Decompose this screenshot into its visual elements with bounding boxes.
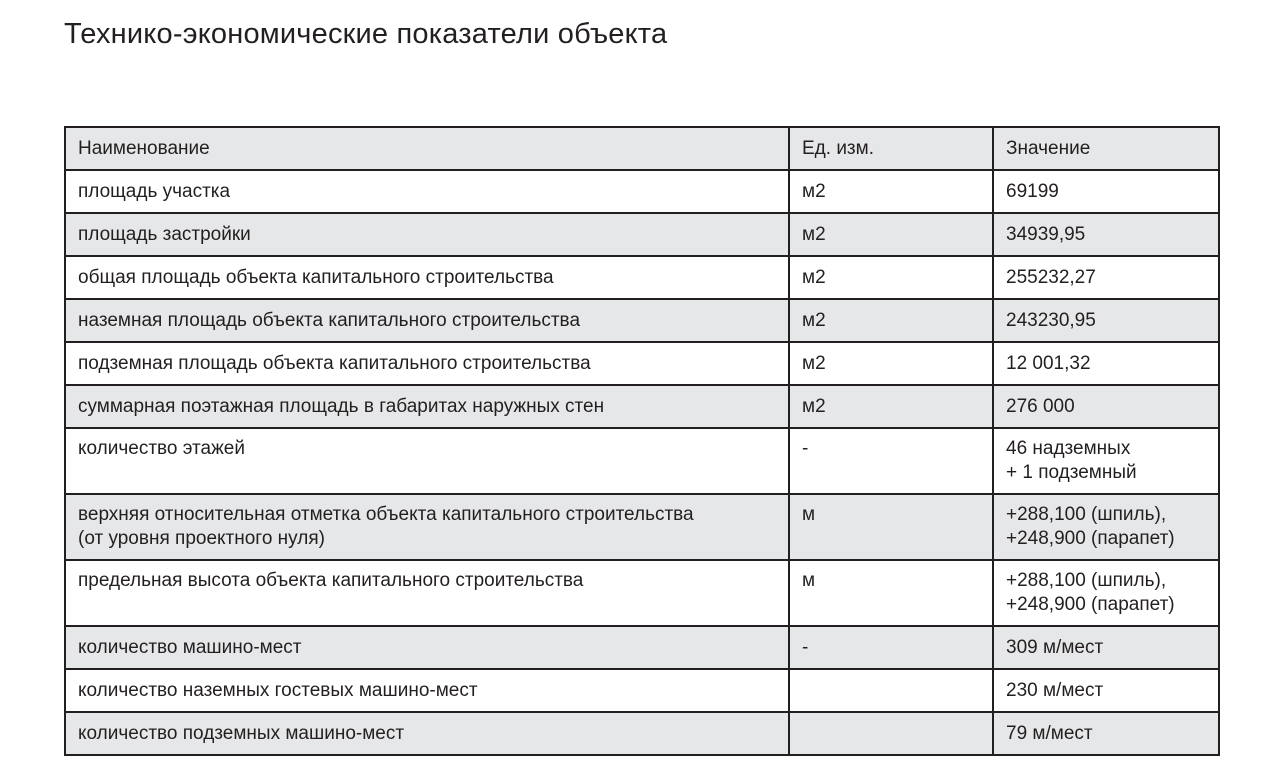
table-row bbox=[65, 494, 1219, 560]
cell-name: общая площадь объекта капитального строительства bbox=[65, 256, 789, 299]
cell-unit bbox=[789, 712, 993, 755]
header-unit: Ед. изм. bbox=[789, 127, 993, 170]
table-row bbox=[65, 560, 1219, 626]
table-row bbox=[65, 342, 1219, 385]
table-row bbox=[65, 712, 1219, 755]
cell-name: площадь застройки bbox=[65, 213, 789, 256]
header-value: Значение bbox=[993, 127, 1219, 170]
cell-value: 12 001,32 bbox=[993, 342, 1219, 385]
cell-value: 309 м/мест bbox=[993, 626, 1219, 669]
table-row bbox=[65, 626, 1219, 669]
table-row bbox=[65, 385, 1219, 428]
indicators-table bbox=[64, 126, 1220, 756]
cell-value: 255232,27 bbox=[993, 256, 1219, 299]
cell-unit: м2 bbox=[789, 299, 993, 342]
cell-unit bbox=[789, 669, 993, 712]
cell-name: количество этажей bbox=[65, 428, 789, 494]
cell-value: 276 000 bbox=[993, 385, 1219, 428]
cell-value: 69199 bbox=[993, 170, 1219, 213]
cell-value: 46 надземных + 1 подземный bbox=[993, 428, 1219, 494]
cell-unit: м2 bbox=[789, 256, 993, 299]
cell-unit: м2 bbox=[789, 385, 993, 428]
page-title: Технико-экономические показатели объекта bbox=[64, 18, 668, 50]
table-row bbox=[65, 256, 1219, 299]
cell-name: наземная площадь объекта капитального строительства bbox=[65, 299, 789, 342]
cell-unit: м2 bbox=[789, 170, 993, 213]
cell-value: +288,100 (шпиль), +248,900 (парапет) bbox=[993, 494, 1219, 560]
cell-value: 243230,95 bbox=[993, 299, 1219, 342]
table-row bbox=[65, 170, 1219, 213]
header-name: Наименование bbox=[65, 127, 789, 170]
table-row bbox=[65, 669, 1219, 712]
cell-unit: м bbox=[789, 560, 993, 626]
cell-unit: м bbox=[789, 494, 993, 560]
cell-unit: - bbox=[789, 626, 993, 669]
cell-value: +288,100 (шпиль), +248,900 (парапет) bbox=[993, 560, 1219, 626]
cell-value: 79 м/мест bbox=[993, 712, 1219, 755]
cell-name: количество наземных гостевых машино-мест bbox=[65, 669, 789, 712]
cell-unit: - bbox=[789, 428, 993, 494]
cell-name: площадь участка bbox=[65, 170, 789, 213]
table-row bbox=[65, 213, 1219, 256]
cell-name: подземная площадь объекта капитального строительства bbox=[65, 342, 789, 385]
table-header-row bbox=[65, 127, 1219, 170]
table-row bbox=[65, 299, 1219, 342]
cell-value: 34939,95 bbox=[993, 213, 1219, 256]
cell-name: суммарная поэтажная площадь в габаритах наружных стен bbox=[65, 385, 789, 428]
cell-value: 230 м/мест bbox=[993, 669, 1219, 712]
cell-unit: м2 bbox=[789, 342, 993, 385]
cell-name: предельная высота объекта капитального строительства bbox=[65, 560, 789, 626]
table-row bbox=[65, 428, 1219, 494]
cell-unit: м2 bbox=[789, 213, 993, 256]
cell-name: количество подземных машино-мест bbox=[65, 712, 789, 755]
cell-name: верхняя относительная отметка объекта капитального строительства (от уровня проектного нуля) bbox=[65, 494, 789, 560]
cell-name: количество машино-мест bbox=[65, 626, 789, 669]
